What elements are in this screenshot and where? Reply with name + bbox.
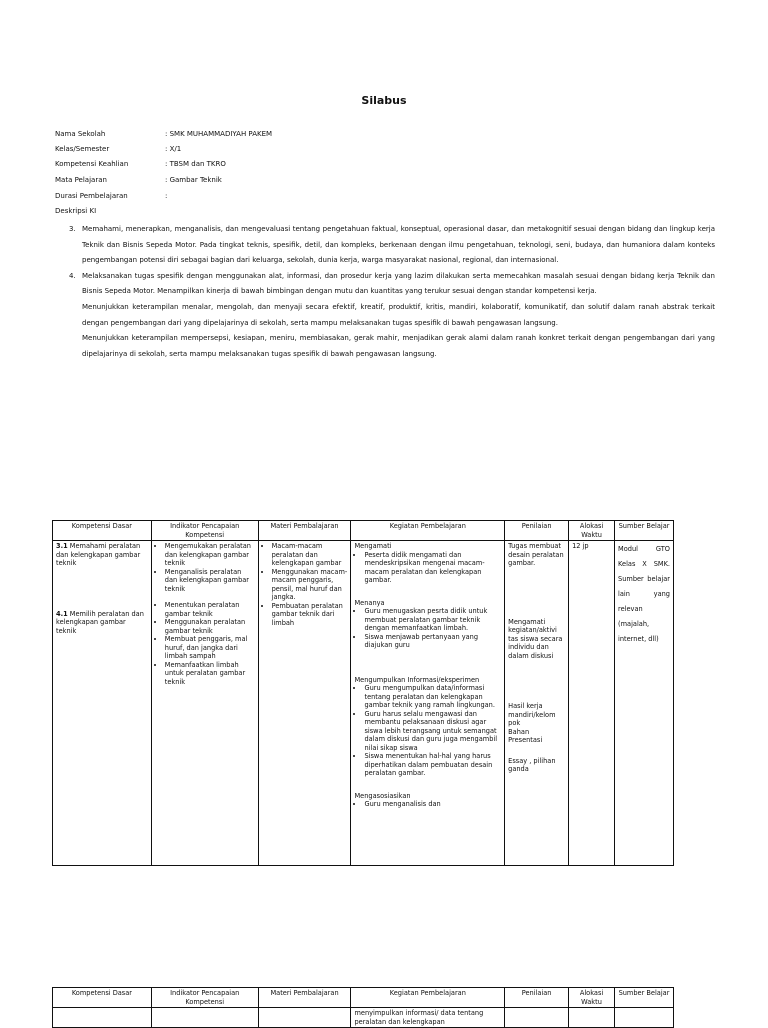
header-penilaian: Penilaian [505, 521, 569, 541]
ki-paragraph: Menunjukkan keterampilan menalar, mengolah, dan menyaji secara efektif, kreatif, produktif, kritis, mandiri, kolaboratif, komunikatif, dan solutif dalam ranah abstrak terkait dengan pengembangan dari yang dipelajarinya di sekolah, serta mampu melaksanakan tugas spesifik di bawah pengawasan langsung. [82, 302, 715, 327]
table-header-row [53, 988, 674, 1008]
list-item: • Menentukan peralatan gambar teknik [165, 601, 255, 618]
list-item: • Membuat penggaris, mal huruf, dan jangka dari limbah sampah [165, 635, 255, 661]
table-row [53, 541, 674, 866]
list-item: • Siswa menjawab pertanyaan yang diajukan guru [364, 633, 501, 650]
header-indikator: Indikator Pencapaian Kompetensi [151, 521, 258, 541]
ki-description [55, 222, 715, 362]
indikator-cell [151, 541, 258, 866]
info-label-school: Nama Sekolah [55, 130, 106, 138]
penilaian-cell [505, 541, 569, 866]
ki-number: 3. [69, 225, 76, 233]
alokasi-cell: 12 jp [569, 541, 615, 866]
list-item: • Pembuatan peralatan gambar teknik dari limbah [272, 602, 348, 628]
activity-heading: Mengasosiasikan [354, 791, 411, 800]
info-value-class: : X/1 [165, 145, 182, 153]
header-alokasi: Alokasi Waktu [569, 988, 615, 1008]
list-item: • Siswa menentukan hal-hal yang harus diperhatikan dalam pembuatan desain peralatan gambar. [364, 752, 501, 778]
header-kd: Kompetensi Dasar [53, 521, 152, 541]
assessment-item: Tugas membuat desain peralatan gambar. [508, 542, 564, 567]
list-item: • Menggunakan peralatan gambar teknik [165, 618, 255, 635]
kd-item: 4.1 Memilih peralatan dan kelengkapan gambar teknik [56, 609, 144, 635]
assessment-item: Mengamati kegiatan/aktivi tas siswa secara individu dan dalam diskusi [508, 617, 563, 660]
assessment-item: Bahan Presentasi [508, 727, 543, 744]
list-item: • Guru harus selalu mengawasi dan membantu pelaksanaan diskusi agar siswa lebih terangsang untuk semangat dalam diskusi dan guru juga mengambil nilai sikap siswa [364, 710, 501, 753]
list-item: • Guru mengumpulkan data/informasi tentang peralatan dan kelengkapan gambar teknik yang ramah lingkungan. [364, 684, 501, 710]
kd-cell [53, 541, 152, 866]
syllabus-table-continued [52, 987, 674, 1028]
list-item: • Peserta didik mengamati dan mendeskripsikan mengenai macam-macam peralatan dan kelengkapan gambar. [364, 551, 501, 585]
header-kegiatan: Kegiatan Pembelajaran [351, 988, 505, 1008]
list-item: • Macam-macam peralatan dan kelengkapan gambar [272, 542, 348, 568]
info-label-class: Kelas/Semester [55, 145, 110, 153]
info-value-school: : SMK MUHAMMADIYAH PAKEM [165, 130, 273, 138]
page-title: Silabus [361, 94, 407, 107]
list-item: • Memanfaatkan limbah untuk peralatan gambar teknik [165, 661, 255, 687]
ki-paragraph: Menunjukkan keterampilan mempersepsi, kesiapan, meniru, membiasakan, gerak mahir, menjadikan gerak alami dalam ranah konkret terkait dengan pengembangan dari yang dipelajarinya di sekolah, serta mampu melaksanakan tugas spesifik di bawah pengawasan langsung. [82, 334, 715, 358]
ki-text: Memahami, menerapkan, menganalisis, dan mengevaluasi tentang pengetahuan faktual, konseptual, operasional dasar, dan metakognitif sesuai dengan bidang dan lingkup kerja Teknik dan Bisnis Sepeda Motor. Pada tingkat teknis, spesifik, detil, dan kompleks, berkenaan dengan ilmu pengetahuan, teknologi, seni, budaya, dan humaniora dalam konteks pengembangan potensi diri sebagai bagian dari keluarga, sekolah, dunia kerja, warga masyarakat nasional, regional, dan internasional. [82, 225, 715, 265]
syllabus-table [52, 520, 674, 866]
header-alokasi: Alokasi Waktu [569, 521, 615, 541]
list-item: • Menggunakan macam-macam penggaris, pensil, mal huruf dan jangka. [272, 568, 348, 602]
info-value-competency: : TBSM dan TKRO [165, 160, 226, 168]
table-row [53, 1008, 674, 1028]
info-label-ki: Deskripsi KI [55, 207, 97, 215]
materi-cell [258, 541, 351, 866]
activity-heading: Mengamati [354, 542, 392, 550]
kegiatan-cell [351, 541, 505, 866]
header-indikator: Indikator Pencapaian Kompetensi [151, 988, 258, 1008]
assessment-item: Hasil kerja mandiri/kelom pok [508, 702, 556, 727]
assessment-item: Essay , pilihan ganda [508, 756, 556, 773]
ki-number: 4. [69, 271, 76, 280]
header-materi: Materi Pembalajaran [258, 988, 351, 1008]
info-label-competency: Kompetensi Keahlian [55, 160, 129, 168]
ki-item-3 [55, 222, 715, 269]
list-item: • Guru menganalisis dan [364, 800, 501, 809]
header-sumber: Sumber Belajar [615, 521, 674, 541]
list-item: • Guru menugaskan pesrta didik untuk membuat peralatan gambar teknik dengan memanfaatkan limbah. [364, 607, 501, 633]
header-kd: Kompetensi Dasar [53, 988, 152, 1008]
kegiatan-cell: menyimpulkan informasi/ data tentang peralatan dan kelengkapan [351, 1008, 505, 1028]
kd-item: 3.1 Memahami peralatan dan kelengkapan gambar teknik [56, 542, 141, 567]
header-penilaian: Penilaian [505, 988, 569, 1008]
ki-text: Melaksanakan tugas spesifik dengan menggunakan alat, informasi, dan prosedur kerja yang lazim dilakukan serta memecahkan masalah sesuai dengan bidang kerja Teknik dan Bisnis Sepeda Motor. Menampilkan kinerja di bawah bimbingan dengan mutu dan kuantitas yang terukur sesuai dengan standar kompetensi kerja. [82, 271, 715, 296]
learning-source: Modul GTO Kelas X SMK. Sumber belajar lain yang relevan (majalah, internet, dll) [618, 545, 670, 643]
list-item: • Menganalisis peralatan dan kelengkapan gambar teknik [165, 568, 255, 594]
header-kegiatan: Kegiatan Pembelajaran [351, 521, 505, 541]
sumber-cell [615, 541, 674, 866]
ki-item-4 [55, 269, 715, 300]
info-label-duration: Durasi Pembelajaran [55, 192, 128, 200]
table-header-row [53, 521, 674, 541]
activity-heading: Mengumpulkan Informasi/eksperimen [354, 675, 480, 684]
list-item: • Mengemukakan peralatan dan kelengkapan gambar teknik [165, 542, 255, 568]
header-sumber: Sumber Belajar [615, 988, 674, 1008]
info-value-duration: : [165, 192, 168, 200]
info-value-subject: : Gambar Teknik [165, 176, 222, 184]
activity-heading: Menanya [354, 598, 385, 607]
header-materi: Materi Pembalajaran [258, 521, 351, 541]
info-label-subject: Mata Pelajaran [55, 176, 107, 184]
